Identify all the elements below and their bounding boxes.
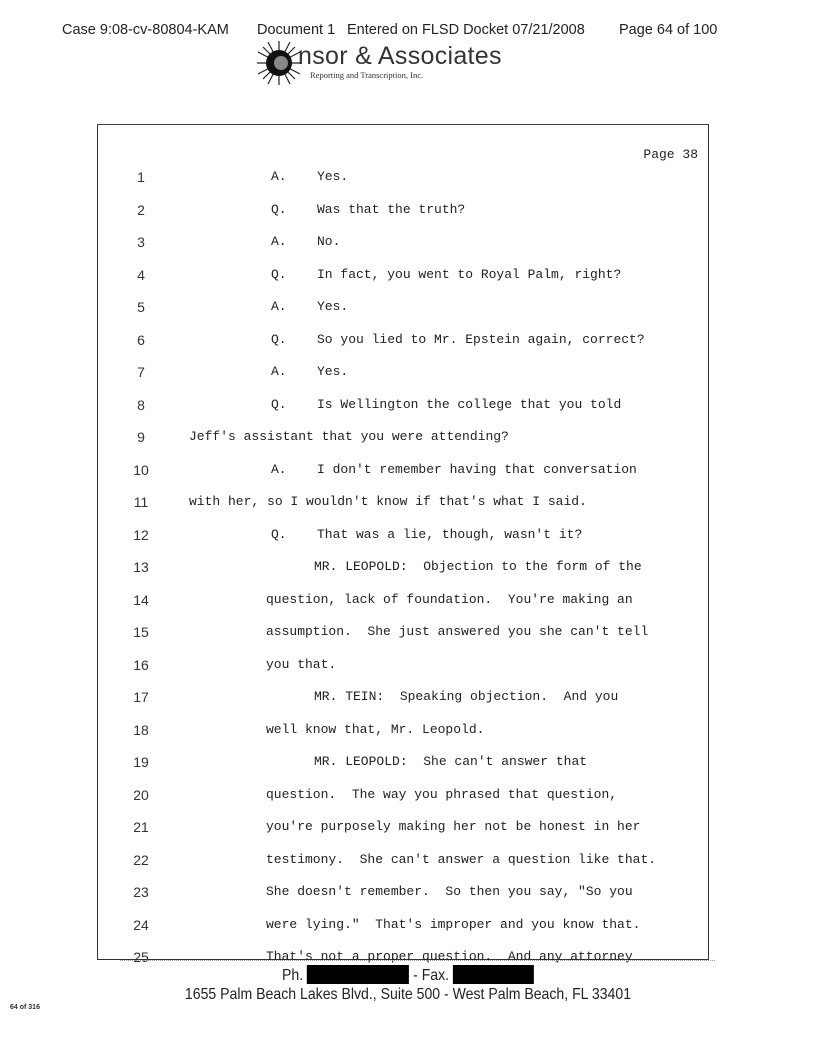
line-number: 7 (137, 364, 145, 380)
transcript-line (98, 462, 698, 482)
company-logo (252, 40, 552, 90)
redacted-phone (307, 965, 409, 984)
line-number: 10 (133, 461, 149, 478)
line-number: 4 (137, 266, 145, 283)
transcript-line (98, 819, 698, 839)
line-number: 12 (133, 526, 149, 543)
docket-entry: Entered on FLSD Docket 07/21/2008 (347, 22, 585, 38)
line-text: with her, so I wouldn't know if that's what I said. (189, 494, 587, 509)
line-number: 15 (133, 624, 149, 640)
speaker-label: A. (271, 461, 287, 477)
line-number: 3 (137, 234, 145, 250)
document-number: Document 1 (257, 22, 336, 38)
line-number: 6 (137, 331, 145, 348)
line-text: So you lied to Mr. Epstein again, correct? (317, 331, 645, 347)
line-number: 8 (137, 396, 145, 413)
line-text: well know that, Mr. Leopold. (266, 721, 485, 737)
transcript-line (98, 397, 698, 417)
line-text: Yes. (317, 364, 349, 379)
line-number: 20 (133, 786, 149, 803)
transcript-line (98, 202, 698, 222)
line-text: Yes. (317, 169, 349, 184)
transcript-line (98, 657, 698, 677)
line-number: 1 (137, 169, 145, 185)
line-text: That's not a proper question. And any attorney (266, 949, 633, 964)
pdf-page-count: 64 of 316 (10, 1004, 40, 1011)
line-text: MR. TEIN: Speaking objection. And you (314, 689, 619, 704)
line-text: In fact, you went to Royal Palm, right? (317, 266, 622, 282)
line-number: 23 (133, 884, 149, 900)
transcript-page (97, 124, 709, 965)
line-text: No. (317, 234, 341, 249)
scan-artifact-divider (120, 960, 715, 964)
line-text: She doesn't remember. So then you say, "So you (266, 884, 633, 899)
transcript-line (98, 592, 698, 612)
transcript-line (98, 917, 698, 937)
line-text: testimony. She can't answer a question like that. (266, 851, 657, 867)
line-number: 9 (137, 429, 145, 445)
line-number: 22 (133, 851, 149, 868)
line-text: Is Wellington the college that you told (317, 396, 622, 412)
speaker-label: A. (271, 364, 287, 379)
transcript-line (98, 754, 698, 774)
line-text: MR. LEOPOLD: Objection to the form of the (314, 559, 642, 574)
speaker-label: A. (271, 169, 287, 184)
line-text: were lying." That's improper and you know that. (266, 916, 641, 932)
case-number: Case 9:08-cv-80804-KAM (62, 22, 229, 38)
transcript-line (98, 364, 698, 384)
transcript-page-number: Page 38 (643, 147, 698, 162)
line-text: you that. (266, 656, 337, 672)
line-number: 5 (137, 299, 145, 315)
line-number: 24 (133, 916, 149, 933)
transcript-line (98, 527, 698, 547)
page-of-total: Page 64 of 100 (619, 22, 718, 38)
line-number: 13 (133, 559, 149, 575)
speaker-label: Q. (271, 396, 287, 412)
line-text: assumption. She just answered you she can't tell (266, 624, 649, 639)
speaker-label: Q. (271, 331, 287, 347)
transcript-line (98, 169, 698, 189)
line-number: 2 (137, 201, 145, 218)
redacted-fax (453, 965, 534, 984)
company-name: nsor & Associates (298, 42, 502, 70)
transcript-line (98, 559, 698, 579)
line-number: 18 (133, 721, 149, 738)
line-number: 14 (133, 591, 149, 608)
transcript-line (98, 852, 698, 872)
transcript-line (98, 267, 698, 287)
speaker-label: Q. (271, 201, 287, 217)
transcript-line (98, 722, 698, 742)
contact-line (49, 965, 767, 985)
transcript-line (98, 299, 698, 319)
phone-label: Ph. (282, 967, 304, 984)
line-text: Yes. (317, 299, 349, 314)
line-number: 19 (133, 754, 149, 770)
transcript-line (98, 787, 698, 807)
transcript-line (98, 624, 698, 644)
line-text: question. The way you phrased that question, (266, 786, 618, 802)
transcript-line (98, 494, 698, 514)
speaker-label: Q. (271, 266, 287, 282)
transcript-line (98, 332, 698, 352)
company-subtitle: Reporting and Transcription, Inc. (310, 70, 424, 80)
line-text: Jeff's assistant that you were attending? (189, 429, 509, 444)
speaker-label: Q. (271, 526, 287, 542)
sun-logo-icon (256, 40, 302, 86)
line-number: 25 (133, 949, 149, 965)
line-text: question, lack of foundation. You're making an (266, 591, 633, 607)
line-text: Was that the truth? (317, 201, 466, 217)
fax-label: - Fax. (413, 967, 450, 984)
line-number: 16 (133, 656, 149, 673)
line-number: 21 (133, 819, 149, 835)
speaker-label: A. (271, 234, 287, 249)
transcript-line (98, 234, 698, 254)
line-number: 11 (133, 494, 149, 510)
line-text: you're purposely making her not be honest in her (266, 819, 641, 834)
line-text: I don't remember having that conversation (317, 461, 637, 477)
transcript-line (98, 429, 698, 449)
line-number: 17 (133, 689, 149, 705)
transcript-line (98, 689, 698, 709)
transcript-line (98, 884, 698, 904)
address: 1655 Palm Beach Lakes Blvd., Suite 500 - West Palm Beach, FL 33401 (184, 986, 632, 1003)
line-text: That was a lie, though, wasn't it? (317, 526, 583, 542)
speaker-label: A. (271, 299, 287, 314)
line-text: MR. LEOPOLD: She can't answer that (314, 754, 588, 769)
